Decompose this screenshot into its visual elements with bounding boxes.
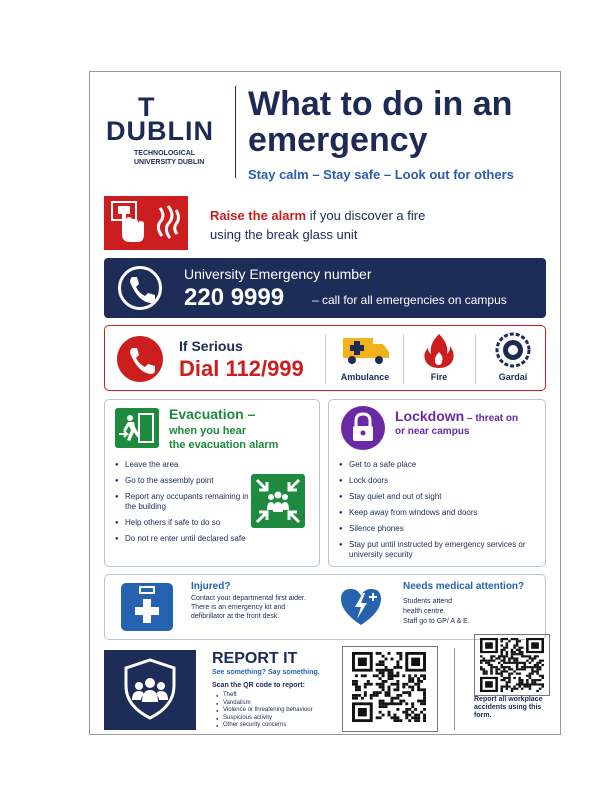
service-label: Gardaí bbox=[498, 372, 528, 382]
lockdown-title-main: Lockdown bbox=[395, 408, 465, 424]
list-item: ● Lock doors bbox=[339, 476, 539, 486]
list-item: ● Theft bbox=[216, 692, 313, 700]
raise-alarm-line-1: if you discover a fire bbox=[306, 208, 426, 223]
security-report-qr-code[interactable] bbox=[352, 652, 426, 722]
injured-text: Contact your departmental first aider. There is an emergency kit and defibrillator at the front desk. bbox=[191, 595, 306, 620]
list-item: ● Stay put until instructed by emergency services or university security bbox=[339, 540, 539, 560]
divider bbox=[454, 648, 455, 730]
break-glass-icon bbox=[104, 196, 188, 250]
service-fire bbox=[405, 332, 473, 384]
header-divider bbox=[235, 86, 236, 178]
page-tagline: Stay calm – Stay safe – Look out for others bbox=[248, 167, 514, 182]
if-serious-label: If Serious bbox=[179, 338, 243, 354]
dial-emergency-number: Dial 112/999 bbox=[179, 356, 304, 381]
workplace-accident-text: Report all workplace accidents using this form. bbox=[474, 696, 543, 719]
workplace-accident-qr-code[interactable] bbox=[480, 638, 544, 692]
assembly-point-icon bbox=[251, 474, 305, 528]
medical-line-3: Staff go to GP/ A & E. bbox=[403, 618, 470, 625]
phone-icon bbox=[118, 266, 162, 310]
evacuation-subtitle bbox=[169, 424, 278, 452]
list-item: ● Other security concerns bbox=[216, 722, 313, 730]
report-list bbox=[216, 692, 313, 730]
service-gardai bbox=[479, 332, 547, 384]
divider bbox=[403, 334, 404, 384]
medical-attention-title: Needs medical attention? bbox=[403, 581, 525, 592]
raise-alarm-heading: Raise the alarm bbox=[210, 208, 307, 223]
emergency-poster bbox=[89, 71, 561, 735]
evacuation-section bbox=[104, 399, 320, 567]
list-item: ● Help others if safe to do so bbox=[115, 518, 255, 528]
raise-alarm-text bbox=[210, 206, 425, 244]
if-serious-section bbox=[104, 325, 546, 391]
evacuation-subtitle-1: when you hear bbox=[169, 425, 247, 437]
ambulance-icon bbox=[339, 332, 391, 368]
list-item: ● Suspicious activity bbox=[216, 715, 313, 723]
evacuation-list bbox=[115, 460, 255, 550]
divider bbox=[325, 334, 326, 384]
fire-icon bbox=[419, 332, 459, 370]
evacuation-title: Evacuation – bbox=[169, 406, 256, 422]
logo-word: DUBLIN bbox=[106, 116, 214, 146]
tu-dublin-logo bbox=[106, 90, 226, 170]
lockdown-list bbox=[339, 460, 539, 566]
evacuation-subtitle-2: the evacuation alarm bbox=[169, 439, 279, 451]
list-item: ● Silence phones bbox=[339, 524, 539, 534]
divider bbox=[475, 334, 476, 384]
heart-defibrillator-icon bbox=[337, 583, 385, 629]
list-item: ● Do not re enter until declared safe bbox=[115, 534, 255, 544]
list-item: ● Vandalism bbox=[216, 700, 313, 708]
medical-line-2: health centre. bbox=[403, 608, 446, 615]
report-tagline: See something? Say something. bbox=[212, 669, 320, 676]
raise-alarm-section bbox=[104, 196, 546, 252]
service-ambulance bbox=[331, 332, 399, 384]
lockdown-section bbox=[328, 399, 546, 567]
list-item: ● Keep away from windows and doors bbox=[339, 508, 539, 518]
logo-t: T bbox=[138, 92, 156, 122]
medical-section bbox=[104, 574, 546, 640]
report-title: REPORT IT bbox=[212, 650, 298, 667]
list-item: ● Stay quiet and out of sight bbox=[339, 492, 539, 502]
lockdown-title bbox=[395, 408, 518, 424]
list-item: ● Get to a safe place bbox=[339, 460, 539, 470]
report-scan-label: Scan the QR code to report: bbox=[212, 682, 305, 689]
logo-subtitle-2: UNIVERSITY DUBLIN bbox=[134, 159, 205, 166]
service-label: Fire bbox=[430, 372, 448, 382]
medical-line-1: Students attend bbox=[403, 598, 453, 605]
list-item: ● Go to the assembly point bbox=[115, 476, 255, 486]
injured-title: Injured? bbox=[191, 581, 231, 592]
logo-subtitle-1: TECHNOLOGICAL bbox=[134, 150, 196, 157]
lockdown-title-suffix: – threat on bbox=[464, 413, 519, 424]
list-item: ● Leave the area bbox=[115, 460, 255, 470]
medical-attention-text bbox=[403, 597, 533, 627]
university-emergency-label: University Emergency number bbox=[184, 266, 372, 282]
university-emergency-number: 220 9999 bbox=[184, 284, 285, 311]
padlock-icon bbox=[341, 406, 385, 450]
shield-people-icon bbox=[104, 650, 196, 730]
list-item: ● Report any occupants remaining in the building bbox=[115, 492, 255, 512]
lockdown-subtitle: or near campus bbox=[395, 426, 470, 437]
raise-alarm-line-2: using the break glass unit bbox=[210, 227, 358, 242]
university-emergency-description: – call for all emergencies on campus bbox=[312, 293, 507, 307]
university-emergency-number-section bbox=[104, 258, 546, 318]
page-title: What to do in an emergency bbox=[248, 85, 513, 159]
exit-door-icon bbox=[115, 408, 159, 448]
garda-badge-icon bbox=[493, 332, 533, 370]
phone-icon bbox=[117, 336, 163, 382]
first-aid-kit-icon bbox=[121, 583, 173, 631]
service-label: Ambulance bbox=[340, 372, 390, 382]
list-item: ● Violence or threatening behaviour bbox=[216, 707, 313, 715]
